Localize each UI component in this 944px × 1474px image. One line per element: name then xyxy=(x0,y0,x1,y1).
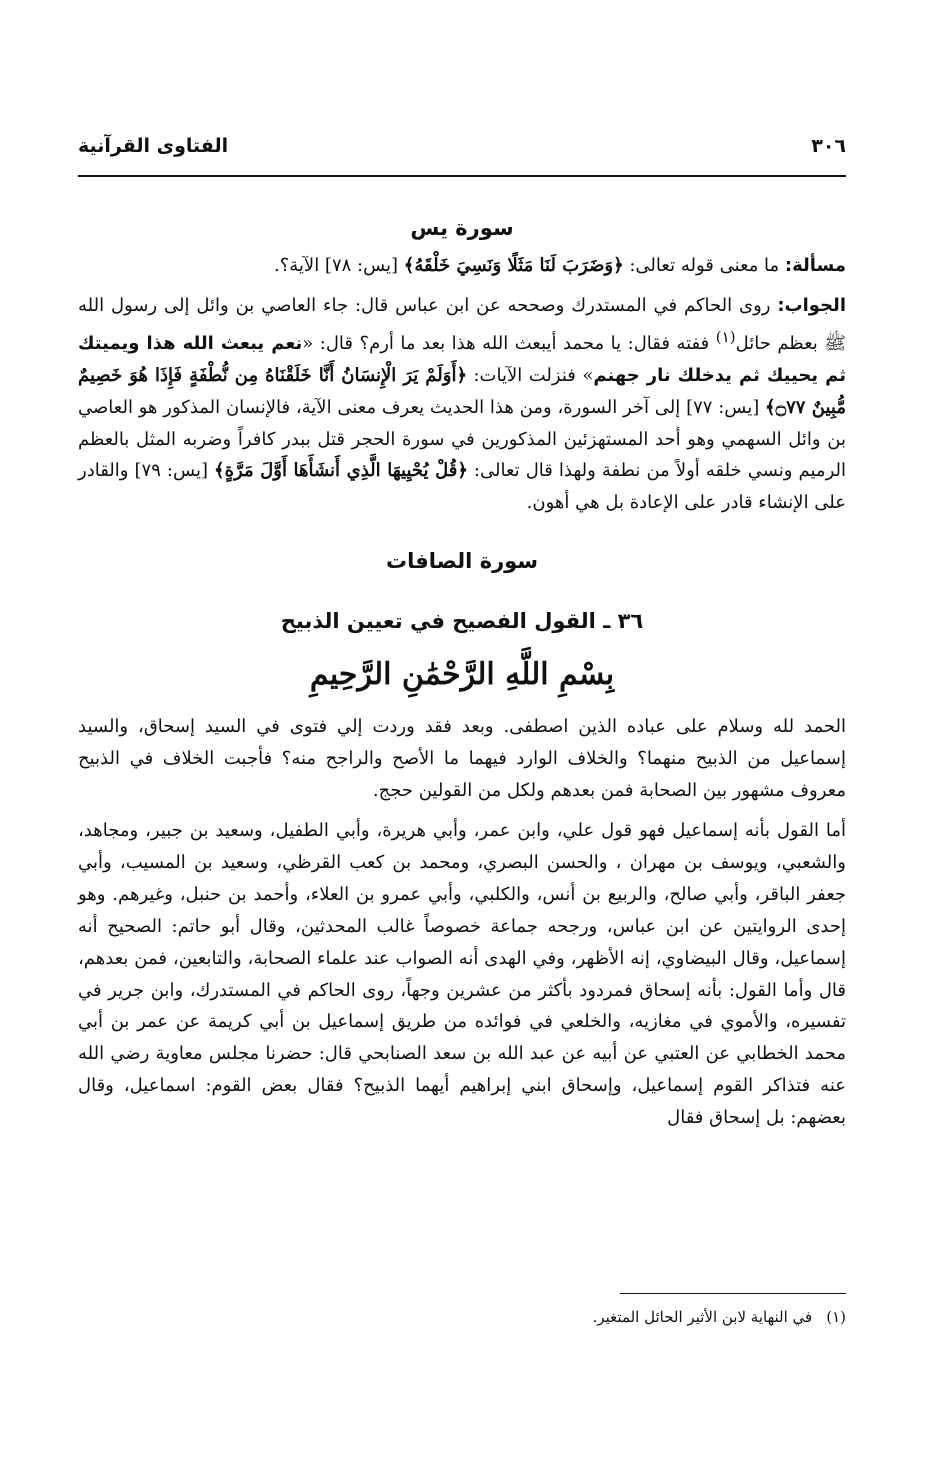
basmala: بِسْمِ اللَّهِ الرَّحْمَٰنِ الرَّحِيمِ xyxy=(309,657,615,693)
question-label: مسألة: xyxy=(784,255,846,276)
answer-hadith: نعم يبعث الله هذا ويميتك ثم يحييك ثم يدخلك نار جهنم xyxy=(78,332,846,386)
answer-text-4: [يس: ٧٧] إلى آخر السورة، ومن هذا الحديث يعرف معنى الآية، فالإنسان المذكور هو العاصي بن وائل السهمي وهو أحد المستهزئين المذكورين في سورة الحجر قتل ببدر كافراً وضربه المثل بالعظم الرميم ونسي خلقه أولاً من نطفة ولهذا قال تعالى: xyxy=(78,396,846,482)
body-paragraph-1: الحمد لله وسلام على عباده الذين اصطفى. وبعد فقد وردت إلي فتوى في السيد إسحاق، والسيد إسماعيل من الذبيح منهما؟ والخلاف الوارد فيهما ما الأصح والراجح منه؟ فأجبت الخلاف في الذبيح معروف مشهور بين الصحابة فمن بعدهم ولكل من القولين حجج. xyxy=(78,716,846,802)
page-number: ٣٠٦ xyxy=(811,135,846,157)
answer-text-5: [يس: ٧٩] والقادر على الإنشاء قادر على الإعادة بل هي أهون. xyxy=(78,460,846,514)
running-header xyxy=(78,126,846,166)
answer-text-1: روى الحاكم في المستدرك وصححه عن ابن عباس قال: جاء العاصي بن وائل إلى رسول الله ﷺ بعظم حائل xyxy=(78,294,847,354)
footnote-text: في النهاية لابن الأثير الحائل المتغير. xyxy=(592,1308,813,1326)
section-title-saffat: سورة الصافات xyxy=(385,549,538,574)
answer-text-3: » فنزلت الآيات: xyxy=(467,364,594,386)
question-paragraph xyxy=(78,250,846,282)
footnote xyxy=(78,1304,846,1330)
body-paragraph-2: أما القول بأنه إسماعيل فهو قول علي، وابن عمر، وأبي هريرة، وأبي الطفيل، وسعيد بن جبير، ومجاهد، والشعبي، ويوسف بن مهران ، والحسن البصري، ومحمد بن كعب القرظي، وسعيد بن المسيب، وأبي جعفر الباقر، وأبي صالح، والربيع بن أنس، والكلبي، وأبي عمرو بن العلاء، وأحمد بن حنبل، وغيرهم. وهو إحدى الروايتين عن ابن عباس، ورجحه جماعة خصوصاً غالب المحدثين، وقال أبو حاتم: الصحيح أنه إسماعيل، وقال البيضاوي، إنه الأظهر، وفي الهدى أنه الصواب عند علماء الصحابة، والتابعين، فمن بعدهم، قال وأما القول: بأنه إسحاق فمردود بأكثر من عشرين وجهاً، روى الحاكم في المستدرك، وابن جرير في تفسيره، والأموي في مغازيه، والخلعي في فوائده من طريق إسماعيل بن أبي كريمة عن عمر بن أبي محمد الخطابي عن العتبي عن أبيه عن عبد الله بن سعد الصنابحي قال: حضرنا مجلس معاوية رضي الله عنه فتذاكر القوم إسماعيل، وإسحاق ابني إبراهيم أيهما الذبيح؟ فقال بعض القوم: اسماعيل، وقال بعضهم: بل إسحاق فقال xyxy=(78,819,846,1129)
footnote-reference: (١) xyxy=(715,327,736,346)
answer-text-2: ففته فقال: يا محمد أيبعث الله هذا بعد ما أرم؟ قال: « xyxy=(302,332,716,354)
question-text: ما معنى قوله تعالى: xyxy=(623,255,785,276)
answer-label: الجواب: xyxy=(777,294,846,316)
footnote-divider xyxy=(620,1293,846,1294)
header-divider xyxy=(78,175,846,177)
answer-paragraph xyxy=(78,290,846,519)
answer-verse-2: ﴿قُلْ يُحْيِيهَا الَّذِي أَنشَأَهَا أَوَّلَ مَرَّةٍ﴾ xyxy=(214,460,468,482)
page-body xyxy=(78,206,846,1134)
question-ref: [يس: ٧٨] الآية؟. xyxy=(274,255,404,276)
footnote-marker: (١) xyxy=(826,1308,846,1326)
section-title-yasin: سورة يس xyxy=(410,216,514,240)
chapter-heading: ٣٦ ـ القول الفصيح في تعيين الذبيح xyxy=(280,609,644,634)
question-verse: ﴿وَضَرَبَ لَنَا مَثَلًا وَنَسِيَ خَلْقَهُ﴾ xyxy=(403,255,624,276)
book-title: الفتاوى القرآنية xyxy=(78,135,229,157)
answer-verse-1: ﴿أَوَلَمْ يَرَ الْإِنسَانُ أَنَّا خَلَقْنَاهُ مِن نُّطْفَةٍ فَإِذَا هُوَ خَصِيمٌ مُّبِينٌ ۝٧٧﴾ xyxy=(78,364,846,418)
